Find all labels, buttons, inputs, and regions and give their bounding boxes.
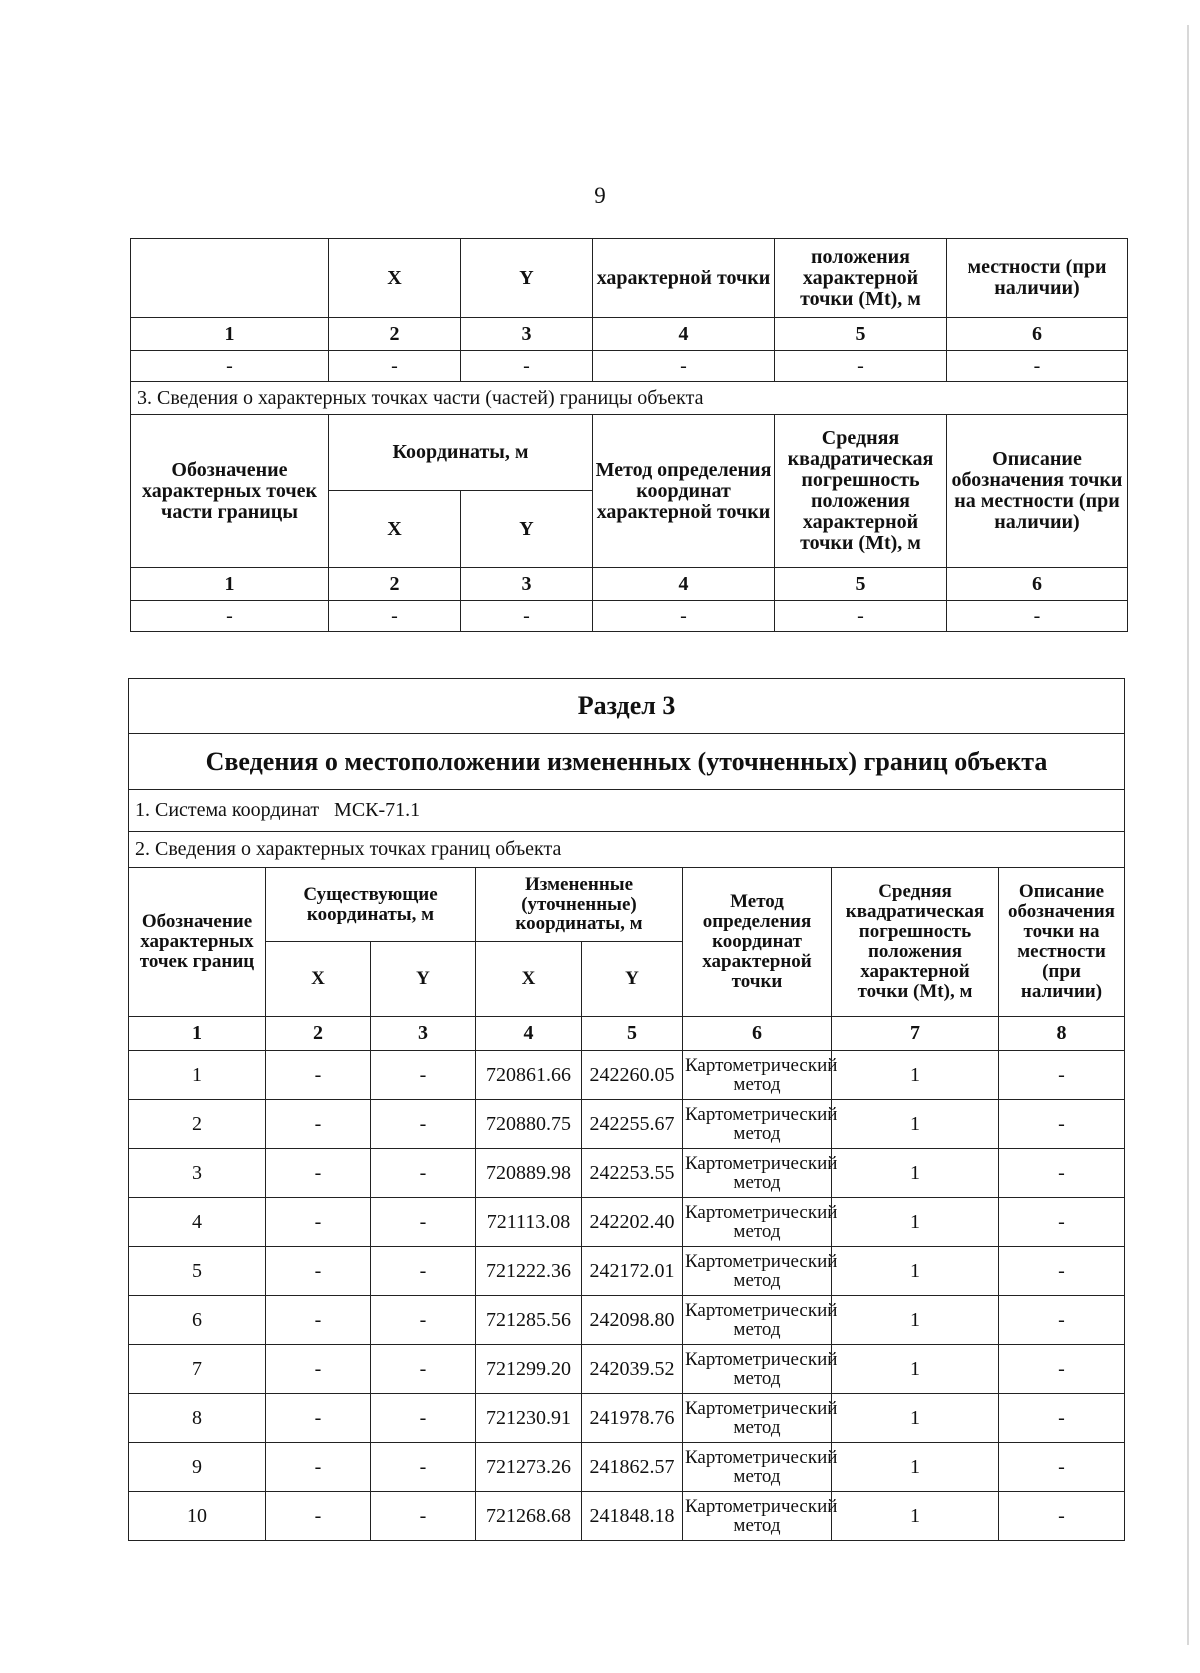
existing-x-cell: - (266, 1051, 371, 1100)
empty-cell: - (461, 601, 593, 632)
method-cell: Картометрический метод (683, 1198, 832, 1247)
designation-header: Обозначение характерных точек границ (129, 868, 266, 1017)
description-cell: - (999, 1394, 1125, 1443)
changed-y-cell: 241862.57 (582, 1443, 683, 1492)
existing-y-cell: - (371, 1492, 476, 1541)
empty-cell: - (461, 351, 593, 382)
header-cell (131, 239, 329, 318)
mean-error-cell: 1 (832, 1198, 999, 1247)
point-number-cell: 7 (129, 1345, 266, 1394)
existing-y-cell: - (371, 1051, 476, 1100)
description-header: Описание обозначения точки на местности (при наличии) (947, 415, 1128, 568)
y-header: Y (582, 942, 683, 1017)
method-cell: Картометрический метод (683, 1394, 832, 1443)
changed-boundaries-table (128, 678, 1125, 1541)
changed-y-cell: 242039.52 (582, 1345, 683, 1394)
header-cell: положения характерной точки (Mt), м (775, 239, 947, 318)
column-number: 3 (461, 318, 593, 351)
table-row (129, 1198, 1125, 1247)
point-number-cell: 4 (129, 1198, 266, 1247)
existing-x-cell: - (266, 1198, 371, 1247)
description-header: Описание обозначения точки на местности (при наличии) (999, 868, 1125, 1017)
table-row (129, 1051, 1125, 1100)
method-cell: Картометрический метод (683, 1492, 832, 1541)
empty-cell: - (131, 351, 329, 382)
column-number: 1 (131, 568, 329, 601)
point-number-cell: 3 (129, 1149, 266, 1198)
method-header: Метод определения координат характерной точки (683, 868, 832, 1017)
section-title-row (131, 382, 1128, 415)
mean-error-cell: 1 (832, 1394, 999, 1443)
column-number: 4 (476, 1017, 582, 1051)
x-header: X (266, 942, 371, 1017)
changed-x-cell: 721268.68 (476, 1492, 582, 1541)
point-number-cell: 8 (129, 1394, 266, 1443)
point-number-cell: 6 (129, 1296, 266, 1345)
error-header: Средняя квадратическая погрешность положения характерной точки (Mt), м (775, 415, 947, 568)
table-row (129, 1394, 1125, 1443)
section-title: 3. Сведения о характерных точках части (частей) границы объекта (131, 382, 1128, 415)
method-cell: Картометрический метод (683, 1149, 832, 1198)
header-cell: характерной точки (593, 239, 775, 318)
empty-cell: - (947, 601, 1128, 632)
method-header: Метод определения координат характерной точки (593, 415, 775, 568)
column-number: 1 (129, 1017, 266, 1051)
column-number-row (131, 318, 1128, 351)
point-number-cell: 1 (129, 1051, 266, 1100)
header-cell: X (329, 239, 461, 318)
changed-x-cell: 721273.26 (476, 1443, 582, 1492)
point-number-cell: 9 (129, 1443, 266, 1492)
description-cell: - (999, 1247, 1125, 1296)
part-boundary-points-table (130, 238, 1128, 632)
mean-error-cell: 1 (832, 1296, 999, 1345)
empty-cell: - (131, 601, 329, 632)
point-number-cell: 2 (129, 1100, 266, 1149)
x-header: X (329, 491, 461, 568)
points-body (129, 1051, 1125, 1541)
error-header: Средняя квадратическая погрешность положения характерной точки (Mt), м (832, 868, 999, 1017)
description-cell: - (999, 1198, 1125, 1247)
x-header: X (476, 942, 582, 1017)
designation-header: Обозначение характерных точек части границы (131, 415, 329, 568)
header-cell: Y (461, 239, 593, 318)
changed-x-cell: 720889.98 (476, 1149, 582, 1198)
method-cell: Картометрический метод (683, 1345, 832, 1394)
page-number: 9 (594, 183, 606, 208)
table-row (129, 1296, 1125, 1345)
method-cell: Картометрический метод (683, 1443, 832, 1492)
mean-error-cell: 1 (832, 1345, 999, 1394)
mean-error-cell: 1 (832, 1149, 999, 1198)
column-number: 2 (329, 568, 461, 601)
column-number: 5 (582, 1017, 683, 1051)
existing-y-cell: - (371, 1394, 476, 1443)
coord-system-row (129, 790, 1125, 832)
existing-x-cell: - (266, 1247, 371, 1296)
mean-error-cell: 1 (832, 1100, 999, 1149)
method-cell: Картометрический метод (683, 1051, 832, 1100)
changed-y-cell: 242260.05 (582, 1051, 683, 1100)
description-cell: - (999, 1345, 1125, 1394)
section-title-row (129, 679, 1125, 734)
section-subtitle: Сведения о местоположении измененных (уточненных) границ объекта (129, 734, 1125, 790)
column-number: 6 (683, 1017, 832, 1051)
changed-x-cell: 721222.36 (476, 1247, 582, 1296)
existing-y-cell: - (371, 1345, 476, 1394)
column-number-row (129, 1017, 1125, 1051)
method-cell: Картометрический метод (683, 1296, 832, 1345)
existing-y-cell: - (371, 1198, 476, 1247)
column-number-row (131, 568, 1128, 601)
table-row (129, 1149, 1125, 1198)
column-number: 7 (832, 1017, 999, 1051)
changed-coordinates-header: Измененные (уточненные) координаты, м (476, 868, 683, 942)
column-number: 1 (131, 318, 329, 351)
existing-x-cell: - (266, 1149, 371, 1198)
column-number: 6 (947, 318, 1128, 351)
section-title: Раздел 3 (129, 679, 1125, 734)
column-number: 6 (947, 568, 1128, 601)
existing-x-cell: - (266, 1296, 371, 1345)
changed-y-cell: 242172.01 (582, 1247, 683, 1296)
existing-coordinates-header: Существующие координаты, м (266, 868, 476, 942)
description-cell: - (999, 1296, 1125, 1345)
coordinate-system: 1. Система координат МСК-71.1 (129, 790, 1125, 832)
existing-x-cell: - (266, 1394, 371, 1443)
empty-cell: - (947, 351, 1128, 382)
column-number: 2 (266, 1017, 371, 1051)
changed-x-cell: 721299.20 (476, 1345, 582, 1394)
y-header: Y (371, 942, 476, 1017)
description-cell: - (999, 1149, 1125, 1198)
points-title: 2. Сведения о характерных точках границ объекта (129, 832, 1125, 868)
empty-row (131, 351, 1128, 382)
description-cell: - (999, 1443, 1125, 1492)
method-cell: Картометрический метод (683, 1100, 832, 1149)
header-cell: местности (при наличии) (947, 239, 1128, 318)
existing-y-cell: - (371, 1247, 476, 1296)
column-number: 4 (593, 568, 775, 601)
existing-x-cell: - (266, 1345, 371, 1394)
empty-cell: - (329, 351, 461, 382)
mean-error-cell: 1 (832, 1247, 999, 1296)
method-cell: Картометрический метод (683, 1247, 832, 1296)
continued-header-row (131, 239, 1128, 318)
empty-cell: - (329, 601, 461, 632)
changed-y-cell: 242202.40 (582, 1198, 683, 1247)
changed-y-cell: 241978.76 (582, 1394, 683, 1443)
changed-x-cell: 721230.91 (476, 1394, 582, 1443)
section-subtitle-row (129, 734, 1125, 790)
empty-cell: - (775, 351, 947, 382)
table-row (129, 1443, 1125, 1492)
empty-cell: - (593, 601, 775, 632)
column-number: 4 (593, 318, 775, 351)
existing-y-cell: - (371, 1443, 476, 1492)
description-cell: - (999, 1051, 1125, 1100)
point-number-cell: 10 (129, 1492, 266, 1541)
changed-y-cell: 242253.55 (582, 1149, 683, 1198)
empty-row (131, 601, 1128, 632)
column-number: 3 (461, 568, 593, 601)
description-cell: - (999, 1100, 1125, 1149)
scan-edge-line (1187, 25, 1189, 1645)
table-row (129, 1100, 1125, 1149)
description-cell: - (999, 1492, 1125, 1541)
changed-y-cell: 242255.67 (582, 1100, 683, 1149)
mean-error-cell: 1 (832, 1051, 999, 1100)
table-row (129, 1345, 1125, 1394)
column-number: 5 (775, 568, 947, 601)
point-number-cell: 5 (129, 1247, 266, 1296)
existing-y-cell: - (371, 1149, 476, 1198)
empty-cell: - (593, 351, 775, 382)
existing-y-cell: - (371, 1296, 476, 1345)
changed-x-cell: 721285.56 (476, 1296, 582, 1345)
changed-x-cell: 720861.66 (476, 1051, 582, 1100)
points-title-row (129, 832, 1125, 868)
changed-x-cell: 720880.75 (476, 1100, 582, 1149)
changed-x-cell: 721113.08 (476, 1198, 582, 1247)
header-row-top (131, 415, 1128, 491)
empty-cell: - (775, 601, 947, 632)
column-number: 5 (775, 318, 947, 351)
coordinates-header: Координаты, м (329, 415, 593, 491)
changed-y-cell: 242098.80 (582, 1296, 683, 1345)
header-row-top (129, 868, 1125, 942)
column-number: 8 (999, 1017, 1125, 1051)
y-header: Y (461, 491, 593, 568)
column-number: 3 (371, 1017, 476, 1051)
existing-x-cell: - (266, 1443, 371, 1492)
mean-error-cell: 1 (832, 1492, 999, 1541)
column-number: 2 (329, 318, 461, 351)
existing-x-cell: - (266, 1100, 371, 1149)
existing-x-cell: - (266, 1492, 371, 1541)
table-row (129, 1247, 1125, 1296)
existing-y-cell: - (371, 1100, 476, 1149)
table-row (129, 1492, 1125, 1541)
changed-y-cell: 241848.18 (582, 1492, 683, 1541)
mean-error-cell: 1 (832, 1443, 999, 1492)
